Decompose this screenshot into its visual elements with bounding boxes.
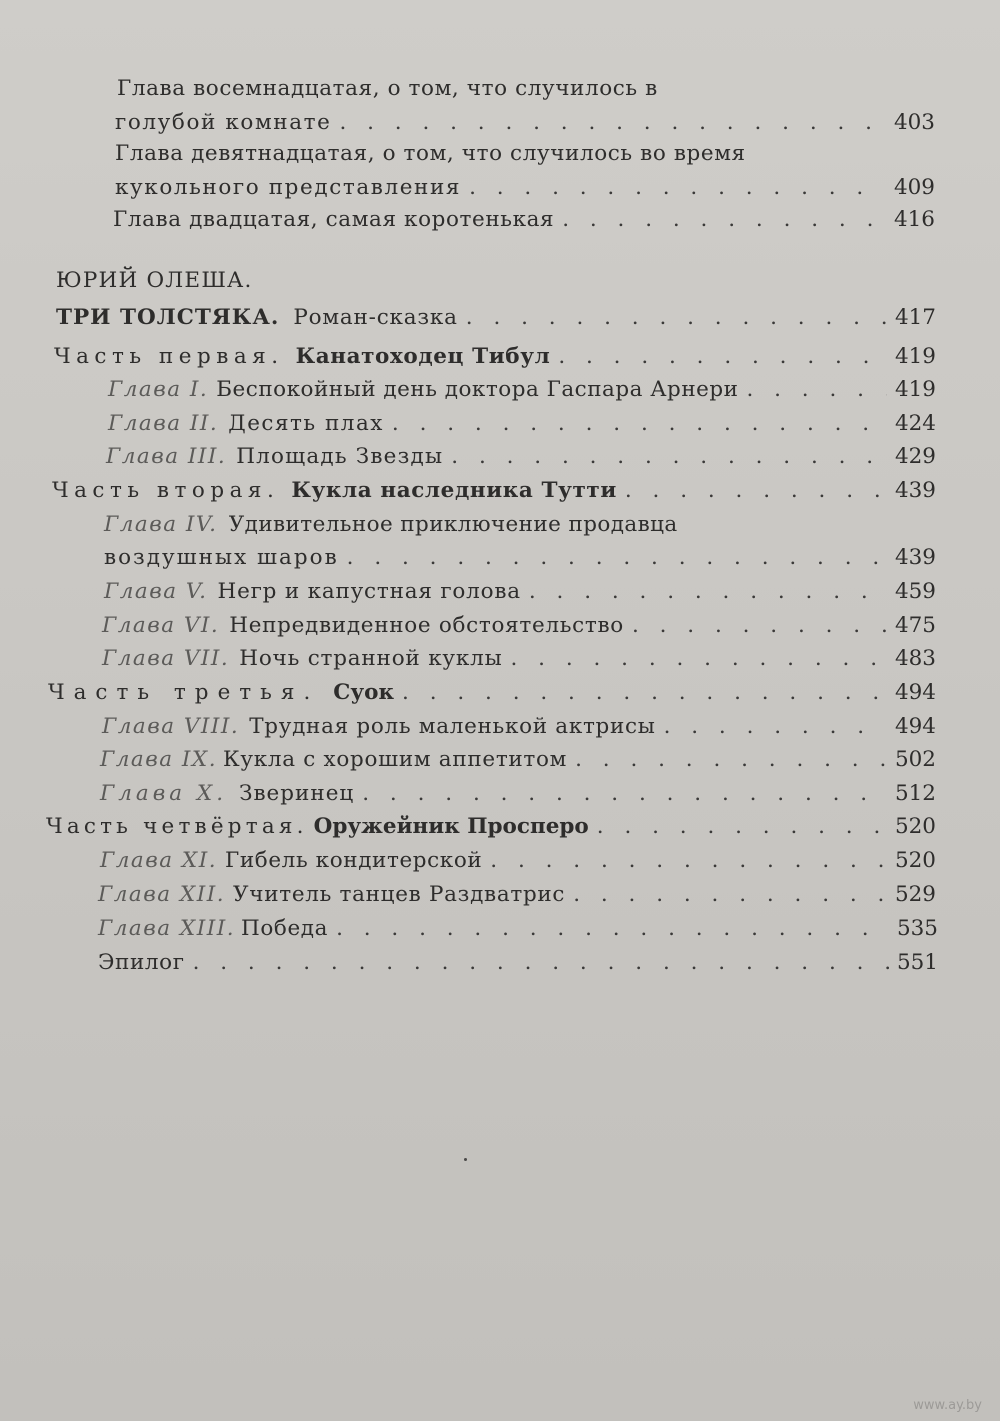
leader-dots [362,777,887,811]
leader-dots [511,642,887,676]
leader-dots [746,373,886,407]
page-number: 416 [893,207,935,232]
leader-dots [466,301,887,335]
leader-dots [347,541,887,575]
toc-chapter-4[interactable] [104,541,936,575]
page-number: 494 [894,680,936,705]
leader-dots [336,912,889,946]
leader-dots [529,575,887,609]
part-title: Суок [333,680,395,705]
toc-chapter-13[interactable] [98,912,938,946]
toc-chapter-11[interactable] [100,844,936,878]
toc-entry-ch20[interactable] [113,203,935,237]
chapter-title: Трудная роль маленькой актрисы [249,714,656,739]
page-number: 419 [894,344,936,369]
chapter-label: Глава IV. [104,512,218,537]
leader-dots [573,878,887,912]
page-number: 551 [896,950,938,975]
toc-part-2[interactable] [52,474,936,508]
page-number: 459 [894,579,936,604]
leader-dots [193,946,889,980]
part-label: Часть третья. [48,680,320,705]
chapter-title: Зверинец [239,781,355,806]
page-number: 529 [894,882,936,907]
toc-chapter-7[interactable] [102,642,936,676]
chapter-label: Глава VII. [102,646,230,671]
chapter-title-cont: воздушных шаров [104,545,339,570]
book-subtitle: Роман-сказка [293,305,458,330]
page-number: 502 [894,747,936,772]
leader-dots [562,203,886,237]
page-number: 520 [894,814,936,839]
page-number: 417 [894,305,936,330]
toc-entry-title: голубой комнате [115,110,332,135]
watermark: www.ay.by [913,1398,982,1413]
toc-part-3[interactable] [48,676,936,710]
chapter-title: Учитель танцев Раздватрис [233,882,566,907]
toc-entry-title: Глава двадцатая, самая коротенькая [113,207,555,232]
page-number: 409 [893,175,935,200]
chapter-title: Беспокойный день доктора Гаспара Арнери [216,377,739,402]
toc-part-1[interactable] [54,340,936,374]
part-label: Часть первая. [54,344,284,369]
toc-chapter-10[interactable] [100,777,936,811]
toc-chapter-12[interactable] [98,878,936,912]
chapter-title: Гибель кондитерской [225,848,483,873]
toc-entry-title: кукольного представления [115,175,462,200]
chapter-label: Глава XI. [100,848,218,873]
toc-epilogue[interactable] [98,946,938,980]
page-number: 494 [894,714,936,739]
toc-entry-ch18[interactable] [115,106,935,140]
page-number: 439 [894,478,936,503]
toc-part-4[interactable] [46,810,936,844]
page-number: 439 [894,545,936,570]
book-title: ТРИ ТОЛСТЯКА. [56,305,280,330]
toc-chapter-5[interactable] [104,575,936,609]
chapter-title: Площадь Звезды [236,444,444,469]
chapter-title: Десять плах [228,411,384,436]
leader-dots [664,710,887,744]
leader-dots [451,440,887,474]
leader-dots [490,844,887,878]
page-number: 483 [894,646,936,671]
toc-chapter-8[interactable] [102,710,936,744]
chapter-title: Непредвиденное обстоятельство [229,613,624,638]
toc-entry-book[interactable] [56,301,936,335]
leader-dots [632,609,887,643]
leader-dots [625,474,887,508]
page-number: 475 [894,613,936,638]
toc-chapter-9[interactable] [100,743,936,777]
part-label: Часть вторая. [52,478,280,503]
chapter-label: Глава II. [108,411,219,436]
page-number: 419 [894,377,936,402]
chapter-label: Глава X. [100,781,228,806]
part-title: Оружейник Просперо [313,814,589,839]
chapter-title: Победа [241,916,329,941]
chapter-title: Кукла с хорошим аппетитом [223,747,568,772]
chapter-label: Глава III. [106,444,227,469]
toc-chapter-6[interactable] [102,609,936,643]
ink-speck [464,1158,467,1161]
page-number: 512 [894,781,936,806]
leader-dots [575,743,887,777]
chapter-label: Глава I. [108,377,209,402]
page-number: 403 [893,110,935,135]
toc-chapter-1[interactable] [108,373,936,407]
toc-entry-ch19[interactable] [115,171,935,205]
author-name: ЮРИЙ ОЛЕША. [56,268,253,293]
chapter-title: Удивительное приключение продавца [228,512,678,537]
chapter-label: Глава XII. [98,882,226,907]
leader-dots [597,810,887,844]
chapter-label: Глава V. [104,579,208,604]
leader-dots [402,676,887,710]
part-title: Кукла наследника Тутти [291,478,617,503]
page-number: 429 [894,444,936,469]
toc-chapter-2[interactable] [108,407,936,441]
toc-chapter-4-line1 [104,508,678,542]
chapter-label: Глава IX. [100,747,218,772]
toc-entry-ch19-line1: Глава девятнадцатая, о том, что случилось во время [115,141,746,166]
chapter-label: Глава VI. [102,613,220,638]
leader-dots [558,340,887,374]
part-label: Часть четвёртая. [46,814,308,839]
chapter-label: Глава XIII. [98,916,236,941]
toc-chapter-3[interactable] [106,440,936,474]
chapter-title: Ночь странной куклы [239,646,503,671]
epilogue-title: Эпилог [98,950,185,975]
leader-dots [339,106,886,140]
toc-entry-ch18-line1: Глава восемнадцатая, о том, что случилось в [117,76,658,101]
chapter-label: Глава VIII. [102,714,240,739]
leader-dots [392,407,887,441]
leader-dots [469,171,886,205]
page-number: 424 [894,411,936,436]
chapter-title: Негр и капустная голова [217,579,521,604]
part-title: Канатоходец Тибул [295,344,551,369]
page-number: 535 [896,916,938,941]
page-number: 520 [894,848,936,873]
